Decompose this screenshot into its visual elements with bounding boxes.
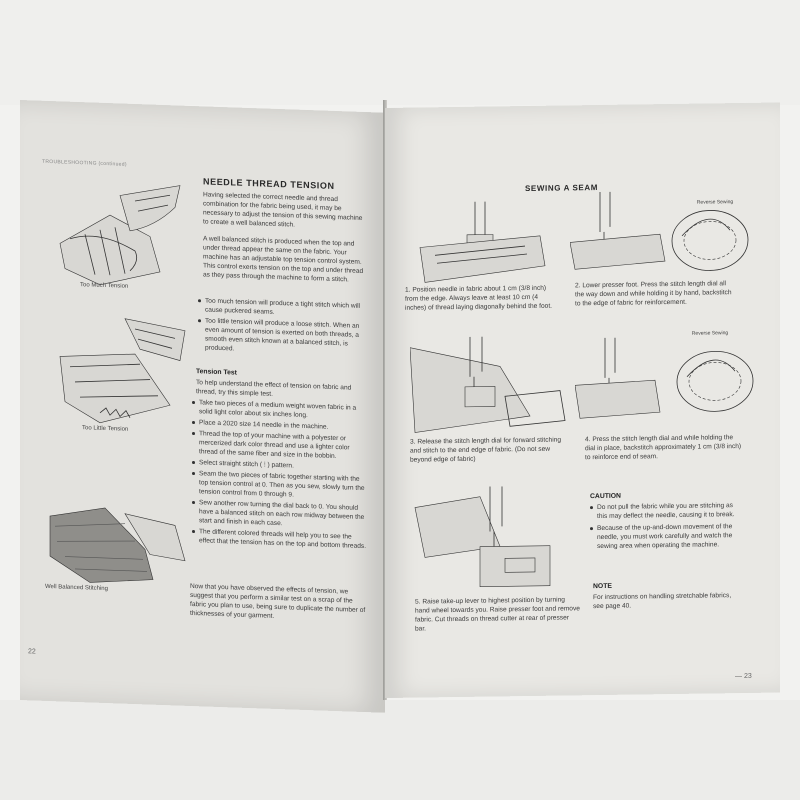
tension-test-steps [192,398,368,551]
bullet-icon [198,299,201,302]
step-2: 2. Lower presser foot. Press the stitch length dial all the way down and while holding it by hand, backstitch to the edge of fabric for reinforcement. [575,280,732,308]
bullet-icon [192,401,195,404]
list-item: Seam the two pieces of fabric together starting with the top tension control at 0. Then as you sew, slowly turn the tension control from 0 through 9. [192,469,368,502]
list-item: Select straight stitch ( ⁞ ) pattern. [192,458,368,473]
balanced-stitch-paragraph: A well balanced stitch is produced when the top and under thread appear the same on the fabric. Your machine has an adjustable top tension control system. This control exerts tension on the top and under thread as they pass through the machine to form a stitch. [203,235,364,284]
running-head: TROUBLESHOOTING (continued) [42,158,127,168]
list-item: Thread the top of your machine with a polyester or mercerized dark color thread and use a lighter color thread of the same fiber and size in the bobbin. [192,429,368,462]
too-much-tension-illustration [40,173,190,298]
list-item: Place a 2020 size 14 needle in the machine. [192,418,368,433]
step5-illustration [410,485,575,597]
bullet-icon [192,472,195,475]
bullet-icon [590,506,593,509]
list-item: Too little tension will produce a loose stitch. When an even amount of tension is exerted on both threads, a smooth even stitch known at a balanced stitch, is produced. [198,316,368,358]
note-title: NOTE [593,582,612,591]
bullet-icon [192,432,195,435]
bullet-icon [192,461,195,464]
bullet-icon [192,530,195,533]
closing-paragraph: Now that you have observed the effects of tension, we suggest that you perform a similar test on a scrap of the fabric you plan to use, being sure to duplicate the number of thicknesses of your garment. [190,582,366,620]
step-4: 4. Press the stitch length dial and while holding the dial in place, backstitch approximately 1 cm (3/8 inch) to reinforce end of seam. [585,434,742,462]
step3-illustration [410,335,570,437]
list-item: Take two pieces of a medium weight woven fabric in a solid light color about six inches long. [192,398,368,422]
bullet-icon [198,319,201,322]
bullet-icon [192,501,195,504]
too-little-tension-illustration [40,306,190,436]
bullet-icon [590,527,593,530]
list-item: Because of the up-and-down movement of the needle, you must work carefully and watch the sewing area when operating the machine. [590,522,740,551]
step4-illustration [575,331,765,429]
list-item: The different colored threads will help you to see the effect that the tension has on the top and bottom threads. [192,527,368,551]
caution-title: CAUTION [590,492,621,501]
reverse-sewing-label-2: Reverse Sewing [691,330,729,337]
table-background-bottom [0,700,800,800]
step-3: 3. Release the stitch length dial for forward stitching and stitch to the end edge of fabric. (Do not sew beyond edge of fabric) [410,436,562,464]
right-page [385,102,780,698]
caption-well-balanced: Well Balanced Stitching [45,583,108,593]
list-item: Do not pull the fabric while you are stitching as this may deflect the needle, causing it to break. [590,501,740,521]
caution-list [590,501,740,551]
section-title-needle-tension: NEEDLE THREAD TENSION [203,176,335,191]
tension-test-title: Tension Test [196,368,237,377]
list-item: Sew another row turning the dial back to 0. You should have a balanced stitch on each row midway between the start and finish in each case. [192,498,368,531]
step-5: 5. Raise take-up lever to highest position by turning hand wheel towards you. Raise presser foot and remove fabric. Cut threads on thread cutter at rear of presser bar. [415,596,580,633]
intro-paragraph: Having selected the correct needle and thread combination for the fabric being used, it may be necessary to adjust the tension of this sewing machine to create a well balanced stitch. [203,191,363,229]
table-background-top [0,0,800,105]
section-title-sewing-seam: SEWING A SEAM [525,183,598,194]
page-number-right: — 23 [735,672,752,681]
note-text: For instructions on handling stretchable fabrics, see page 40. [593,592,732,611]
caption-too-little-tension: Too Little Tension [82,425,129,433]
reverse-sewing-label-1: Reverse Sewing [696,199,734,206]
bullet-icon [192,421,195,424]
step-1: 1. Position needle in fabric about 1 cm (3/8 inch) from the edge. Always leave at least 10 cm (4 inches) of thread laying diagonally behind the foot. [405,284,552,312]
left-page [20,100,385,713]
tension-bullets [198,296,368,358]
step1-illustration [405,196,555,288]
tension-test-intro: To help understand the effect of tension on fabric and thread, try this simple test. [196,379,352,398]
list-item: Too much tension will produce a tight stitch which will cause puckered seams. [198,296,368,320]
caption-too-much-tension: Too Much Tension [80,282,129,290]
well-balanced-illustration [35,476,190,596]
page-number-left: 22 [28,648,36,656]
